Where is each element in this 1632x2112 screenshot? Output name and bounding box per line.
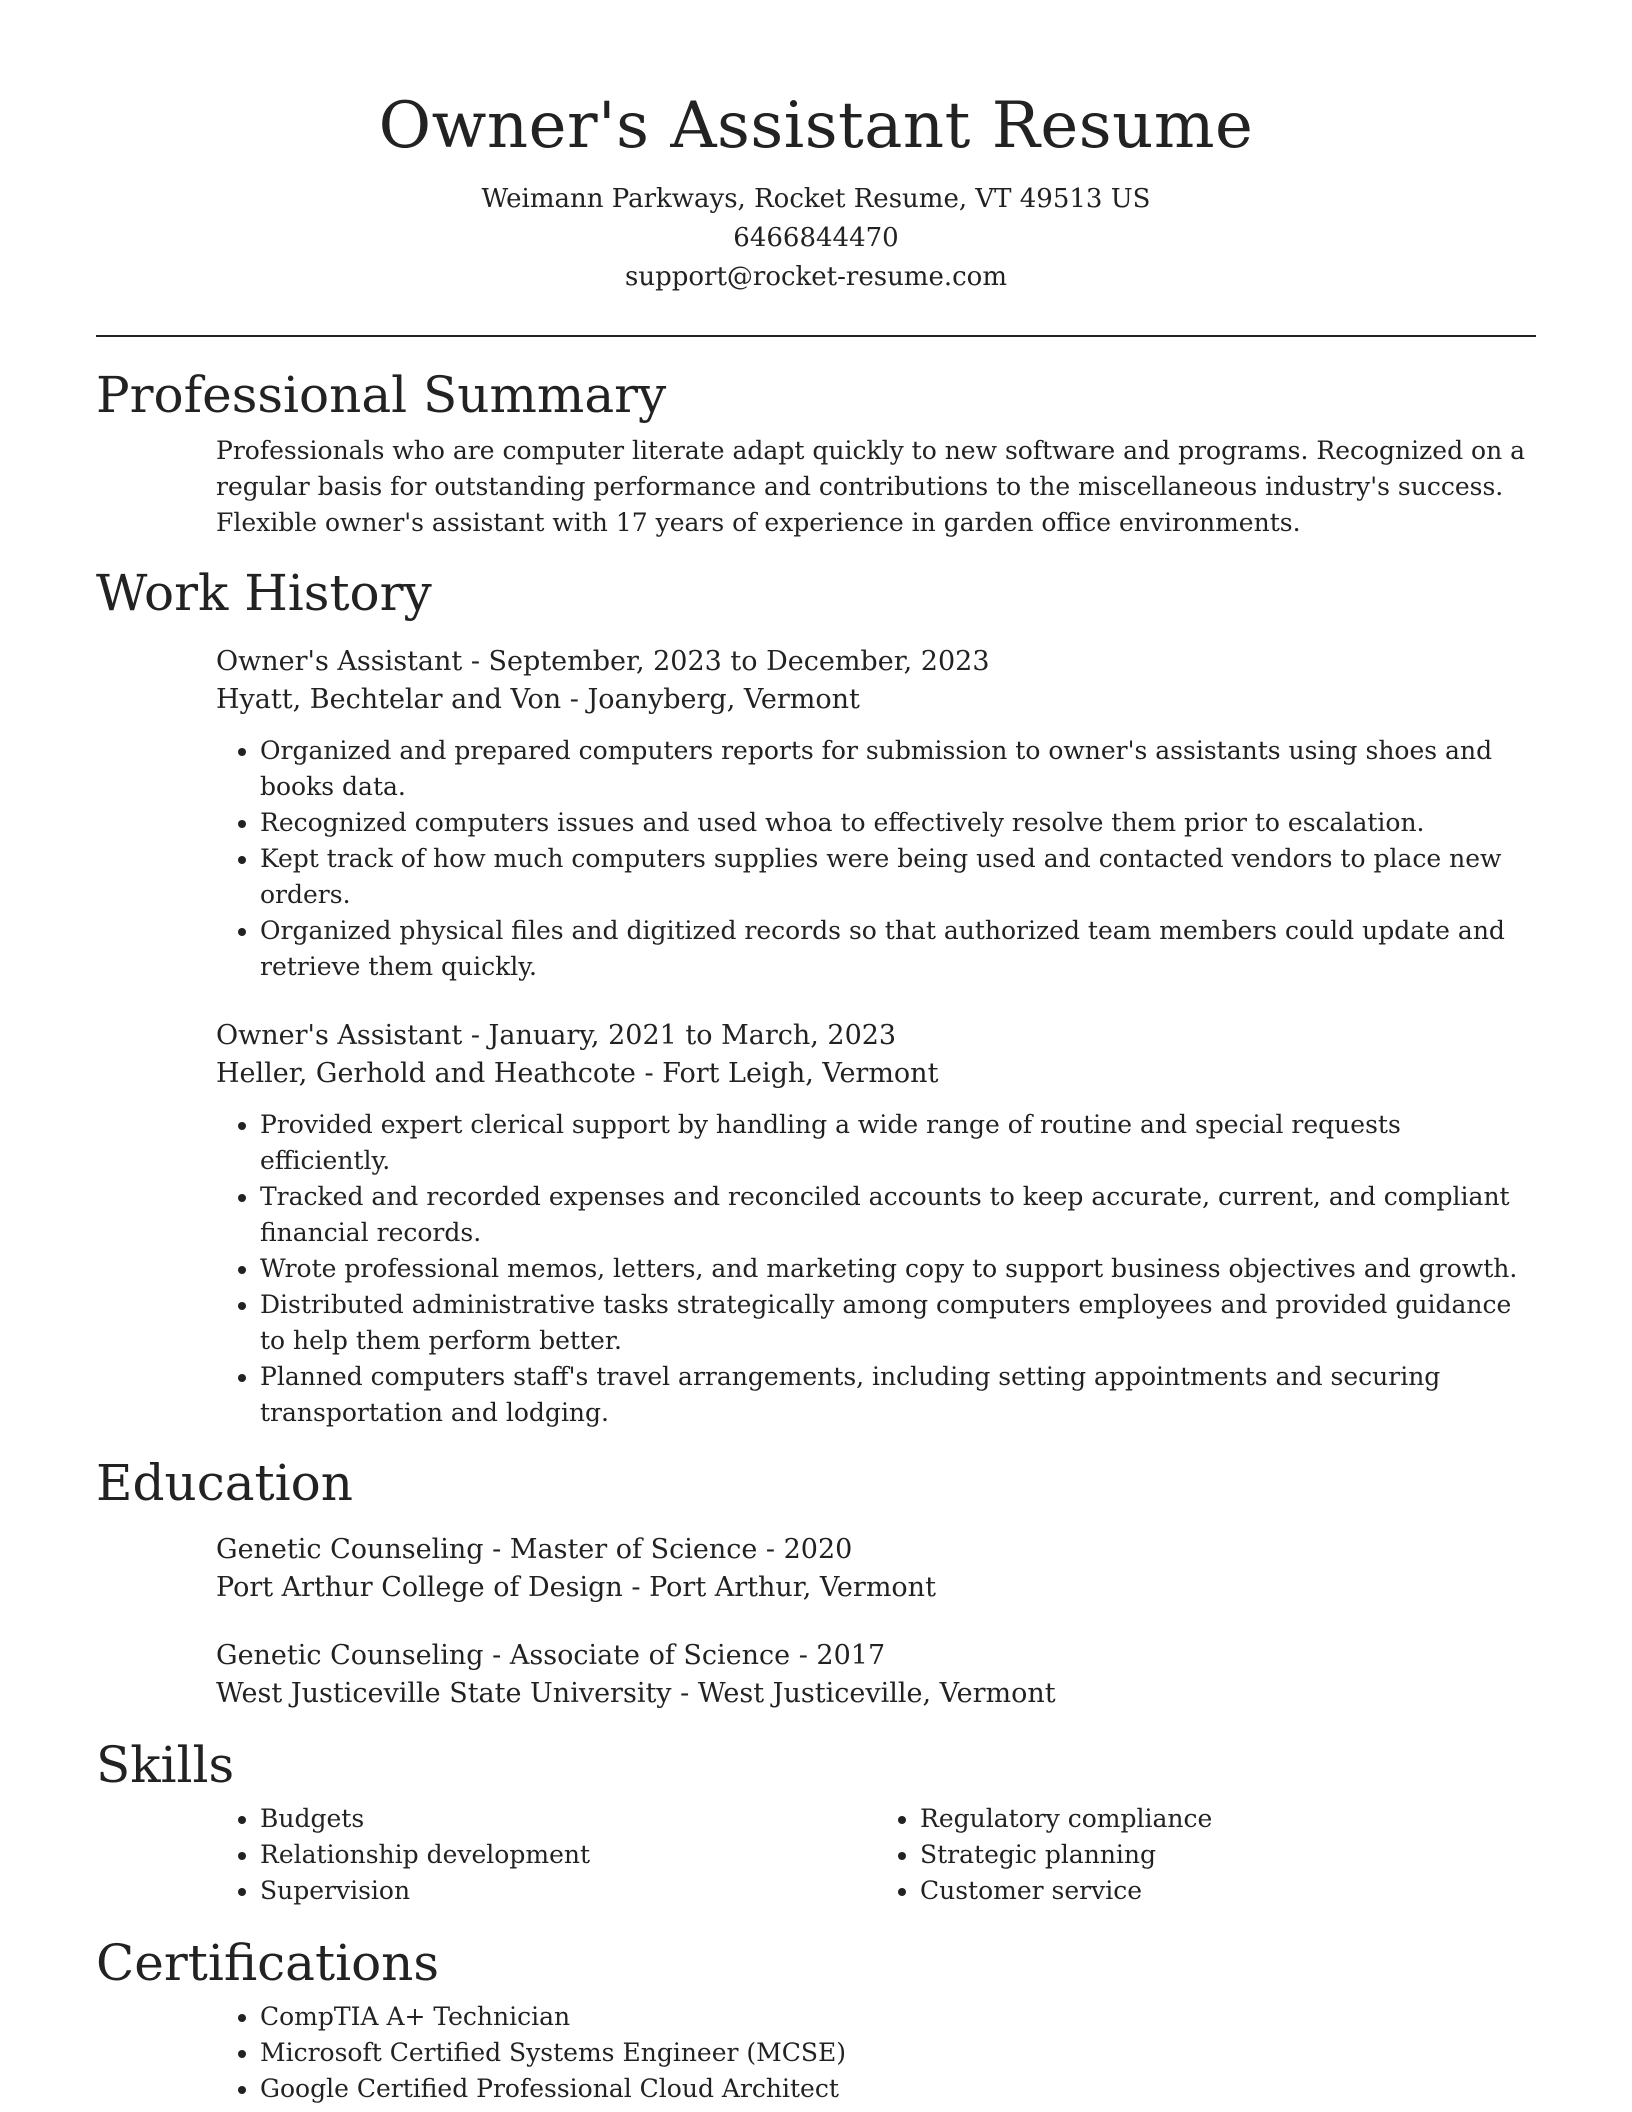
list-item: • Organized and prepared computers reports for submission to owner's assistants using shoes and books data. xyxy=(260,733,1536,805)
work-history-section xyxy=(96,563,1536,1431)
certification-item: • CompTIA A+ Technician xyxy=(260,1999,1536,2035)
certifications-section xyxy=(96,1933,1536,2107)
skill-item: • Customer service xyxy=(920,1873,1536,1909)
contact-block xyxy=(96,180,1536,297)
certifications-list-wrap xyxy=(216,1999,1536,2107)
contact-address: Weimann Parkways, Rocket Resume, VT 49513 US xyxy=(481,184,1151,214)
summary-heading: Professional Summary xyxy=(96,366,667,424)
certifications-heading: Certifications xyxy=(96,1934,440,1992)
list-item: • Distributed administrative tasks strategically among computers employees and provided guidance to help them perform better. xyxy=(260,1287,1536,1359)
certifications-list xyxy=(216,1999,1536,2107)
job-entry xyxy=(216,643,1536,985)
education-entry xyxy=(216,1637,1536,1713)
resume-title: Owner's Assistant Resume xyxy=(378,89,1254,163)
education-section xyxy=(96,1453,1536,1713)
school-line: Port Arthur College of Design - Port Arthur, Vermont xyxy=(216,1572,936,1603)
skill-item: • Budgets xyxy=(260,1801,876,1837)
job-bullets xyxy=(216,1107,1536,1431)
skills-column-right xyxy=(876,1801,1536,1909)
job-employer-line: Heller, Gerhold and Heathcote - Fort Leigh, Vermont xyxy=(216,1058,939,1089)
list-item: • Provided expert clerical support by handling a wide range of routine and special requests efficiently. xyxy=(260,1107,1536,1179)
summary-text: Professionals who are computer literate adapt quickly to new software and programs. Recognized on a regular basis for outstanding performance and contributions to the miscellaneous industry's success. Flexible owner's assistant with 17 years of experience in garden office environments. xyxy=(216,436,1526,537)
degree-line: Genetic Counseling - Master of Science - 2020 xyxy=(216,1534,853,1565)
skill-item: • Regulatory compliance xyxy=(920,1801,1536,1837)
list-item: • Wrote professional memos, letters, and marketing copy to support business objectives and growth. xyxy=(260,1251,1536,1287)
certification-item: • Microsoft Certified Systems Engineer (MCSE) xyxy=(260,2035,1536,2071)
certification-item: • Google Certified Professional Cloud Architect xyxy=(260,2071,1536,2107)
list-item: • Organized physical files and digitized records so that authorized team members could update and retrieve them quickly. xyxy=(260,913,1536,985)
skill-item: • Strategic planning xyxy=(920,1837,1536,1873)
skills-grid xyxy=(216,1801,1536,1909)
skills-heading: Skills xyxy=(96,1736,235,1794)
list-item: • Kept track of how much computers supplies were being used and contacted vendors to place new orders. xyxy=(260,841,1536,913)
resume-page xyxy=(96,0,1536,2107)
school-line: West Justiceville State University - West Justiceville, Vermont xyxy=(216,1678,1056,1709)
work-history-heading: Work History xyxy=(96,564,432,622)
header-divider xyxy=(96,335,1536,337)
skills-column-left xyxy=(216,1801,876,1909)
contact-phone: 6466844470 xyxy=(733,223,899,253)
summary-section xyxy=(96,365,1536,541)
job-employer-line: Hyatt, Bechtelar and Von - Joanyberg, Vermont xyxy=(216,684,860,715)
degree-line: Genetic Counseling - Associate of Science - 2017 xyxy=(216,1640,886,1671)
contact-email: support@rocket-resume.com xyxy=(624,262,1007,292)
skills-section xyxy=(96,1735,1536,1909)
job-bullets xyxy=(216,733,1536,985)
education-heading: Education xyxy=(96,1454,353,1512)
job-title-line: Owner's Assistant - January, 2021 to March, 2023 xyxy=(216,1020,897,1051)
skill-item: • Relationship development xyxy=(260,1837,876,1873)
list-item: • Tracked and recorded expenses and reconciled accounts to keep accurate, current, and compliant financial records. xyxy=(260,1179,1536,1251)
list-item: • Recognized computers issues and used whoa to effectively resolve them prior to escalation. xyxy=(260,805,1536,841)
education-entry xyxy=(216,1531,1536,1607)
job-entry xyxy=(216,1017,1536,1431)
job-title-line: Owner's Assistant - September, 2023 to December, 2023 xyxy=(216,646,990,677)
skill-item: • Supervision xyxy=(260,1873,876,1909)
list-item: • Planned computers staff's travel arrangements, including setting appointments and securing transportation and lodging. xyxy=(260,1359,1536,1431)
